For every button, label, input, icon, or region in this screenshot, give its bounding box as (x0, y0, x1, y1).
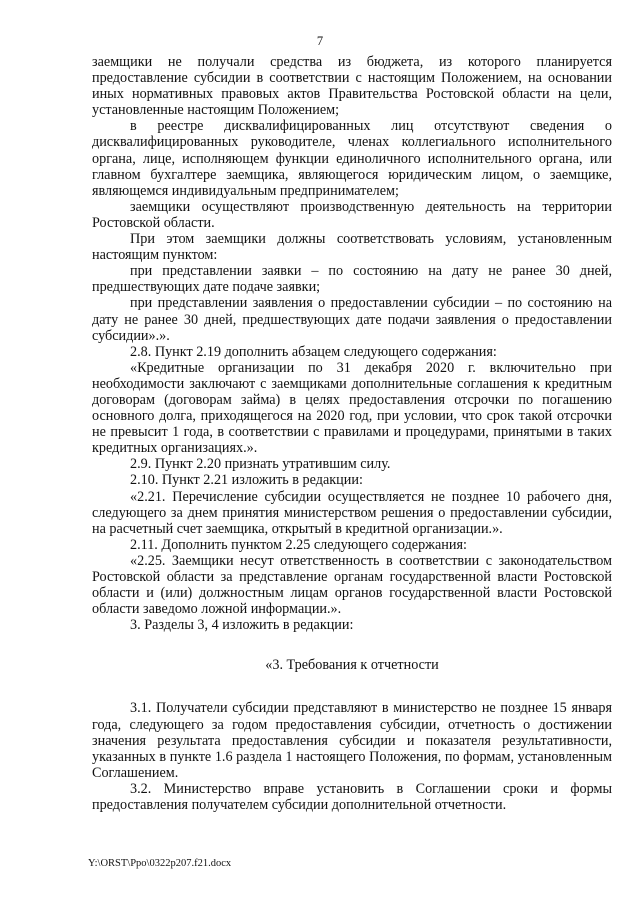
paragraph: заемщики не получали средства из бюджета, из которого планируется предоставление субсидии в соответствии с настоящим Положением, на основании иных нормативных правовых актов Правительства Ростовской области на цели, установленные настоящим Положением; (92, 54, 612, 119)
page-number: 7 (316, 34, 324, 48)
file-path-footer: Y:\ORST\Ppo\0322p207.f21.docx (88, 858, 232, 869)
paragraph: 2.8. Пункт 2.19 дополнить абзацем следующего содержания: (130, 343, 497, 360)
paragraph: «Кредитные организации по 31 декабря 2020 г. включительно при необходимости заключают с заемщиками дополнительные соглашения к кредитным договорам (договорам займа) в целях предоставления отсрочки по погашению основного долга, приходящегося на 2020 год, при условии, что срок такой отсрочки не превысит 1 года, в соответствии с правилами и процедурами, принятыми в таких кредитных организациях.». (92, 359, 612, 457)
paragraph: заемщики осуществляют производственную деятельность на территории Ростовской области. (92, 198, 612, 231)
bottom-paragraphs (92, 700, 612, 813)
paragraph: 3.1. Получатели субсидии представляют в министерство не позднее 15 января года, следующего за годом предоставления субсидии, отчетность о достижении значения результата предоставления субсидии и показателя результативности, указанных в пункте 1.6 раздела 1 настоящего Положения, по формам, установленным Соглашением. (92, 700, 612, 781)
paragraph: «2.25. Заемщики несут ответственность в соответствии с законодательством Ростовской области за представление органам государственной власти Ростовской области и (или) должностным лицам органов государственной власти Ростовской области заведомо ложной информации.». (92, 552, 612, 618)
paragraph: при представлении заявки – по состоянию на дату не ранее 30 дней, предшествующих дате подаче заявки; (92, 263, 612, 296)
section-heading: «3. Требования к отчетности (265, 657, 439, 674)
paragraph: 2.9. Пункт 2.20 признать утратившим силу. (130, 456, 391, 473)
paragraph: 2.10. Пункт 2.21 изложить в редакции: (130, 472, 363, 489)
paragraph: в реестре дисквалифицированных лиц отсутствуют сведения о дисквалифицированных руководителе, членах коллегиального исполнительного органа, лице, исполняющем функции единоличного исполнительного органа, или главном бухгалтере заемщика, являющегося юридическим лицом, о заемщике, являющемся индивидуальным предпринимателем; (92, 118, 612, 199)
paragraph: «2.21. Перечисление субсидии осуществляется не позднее 10 рабочего дня, следующего за днем принятия министерством решения о предоставлении субсидии, на расчетный счет заемщика, открытый в кредитной организации.». (92, 488, 612, 537)
paragraph: при представлении заявления о предоставлении субсидии – по состоянию на дату не ранее 30 дней, предшествующих дате подачи заявления о предоставлении субсидии».». (92, 295, 612, 344)
document-body (92, 54, 612, 813)
paragraph: 3.2. Министерство вправе установить в Соглашении сроки и формы предоставления получателем субсидии дополнительной отчетности. (92, 780, 612, 814)
paragraph: 3. Разделы 3, 4 изложить в редакции: (130, 617, 354, 634)
top-paragraphs (92, 54, 612, 633)
paragraph: При этом заемщики должны соответствовать условиям, установленным настоящим пунктом: (92, 231, 612, 264)
paragraph: 2.11. Дополнить пунктом 2.25 следующего содержания: (130, 536, 467, 553)
